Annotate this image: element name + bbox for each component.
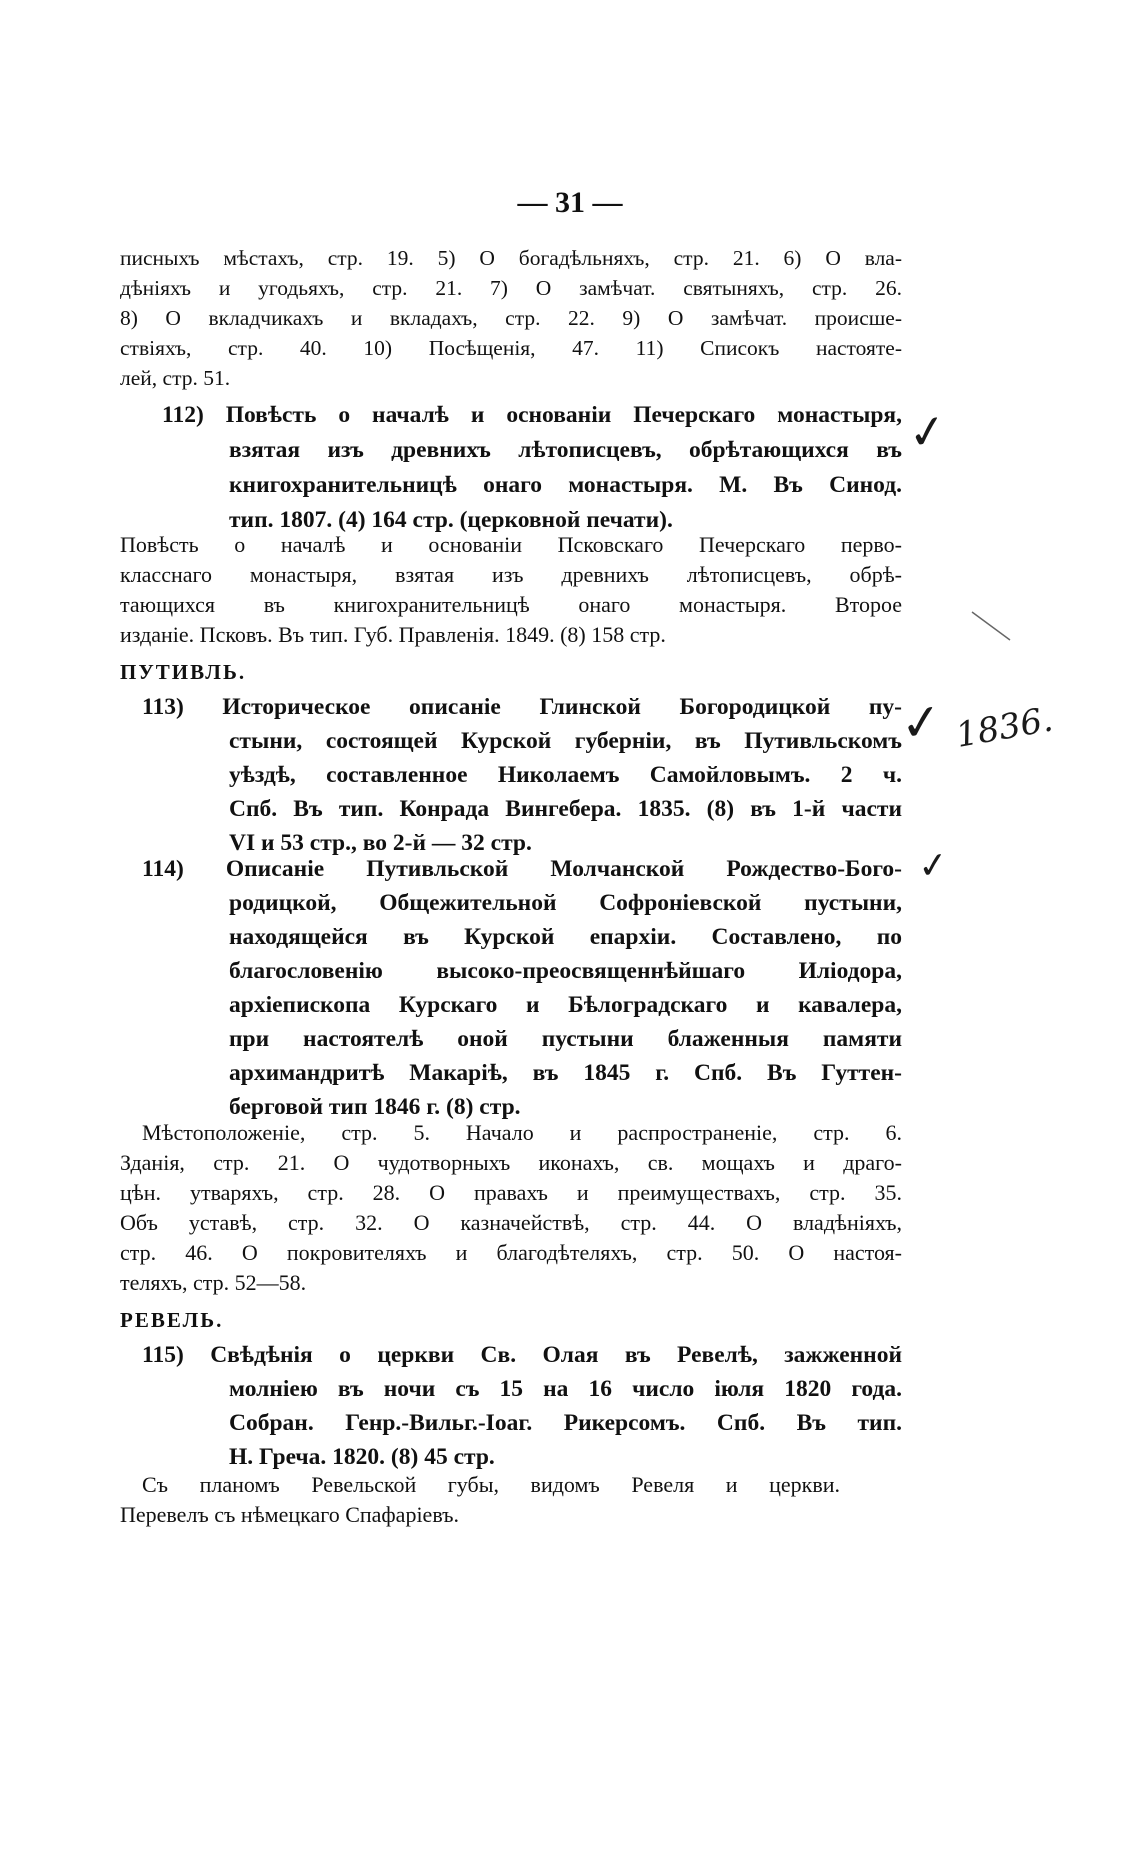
check-mark-112: ✓ [904,402,951,462]
text-line: стыни, состоящей Курской губерніи, въ Путивльскомъ [229,728,902,754]
text-line: Н. Греча. 1820. (8) 45 стр. [229,1444,495,1470]
entry-115-note [120,1470,840,1530]
text-line: 8) О вкладчикахъ и вкладахъ, стр. 22. 9) О замѣчат. происше- [120,306,902,330]
heading-revel: РЕВЕЛЬ. [120,1308,224,1332]
text-line: изданіе. Псковъ. Въ тип. Губ. Правленія. 1849. (8) 158 стр. [120,622,666,647]
text-line: взятая изъ древнихъ лѣтописцевъ, обрѣтающихся въ [229,437,902,463]
text-line: берговой тип 1846 г. (8) стр. [229,1094,521,1120]
text-line: Мѣстоположеніе, стр. 5. Начало и распространеніе, стр. 6. [142,1120,902,1145]
text-line: Спб. Въ тип. Конрада Вингебера. 1835. (8) въ 1-й части [229,796,902,822]
page-number: — 31 — [517,186,623,219]
entry-113 [120,690,902,860]
text-line: Собран. Генр.-Вильг.-Іоаг. Рикерсомъ. Спб. Въ тип. [229,1410,902,1436]
text-line: писныхъ мѣстахъ, стр. 19. 5) О богадѣльняхъ, стр. 21. 6) О вла- [120,246,902,270]
entry-title-line: 112) Повѣсть о началѣ и основаніи Печерскаго монастыря, [162,402,902,428]
text-line: архіепископа Курскаго и Бѣлоградскаго и кавалера, [229,992,902,1018]
entry-title-line: 114) Описаніе Путивльской Молчанской Рождество-Бого- [142,856,902,882]
text-line: цѣн. утваряхъ, стр. 28. О правахъ и преимуществахъ, стр. 35. [120,1180,902,1205]
text-line: Съ планомъ Ревельской губы, видомъ Ревеля и церкви. [142,1472,840,1497]
text-line: книгохранительницѣ онаго монастыря. М. Въ Синод. [229,472,902,498]
entry-title-line: 113) Историческое описаніе Глинской Богородицкой пу- [142,694,902,720]
text-line: дѣніяхъ и угодьяхъ, стр. 21. 7) О замѣчат. святыняхъ, стр. 26. [120,276,902,300]
text-line: VI и 53 стр., во 2-й — 32 стр. [229,830,532,856]
entry-112-note [120,530,902,650]
text-line: Зданія, стр. 21. О чудотворныхъ иконахъ, св. мощахъ и драго- [120,1150,902,1175]
text-line: Объ уставѣ, стр. 32. О казначействѣ, стр. 44. О владѣніяхъ, [120,1210,902,1235]
text-line: находящейся въ Курской епархіи. Составлено, по [229,924,902,950]
handwritten-year-note: 1836. [953,699,1056,756]
entry-112 [120,398,902,538]
entry-114 [120,852,902,1124]
text-line: при настоятелѣ оной пустыни блаженныя памяти [229,1026,902,1052]
text-line: тающихся въ книгохранительницѣ онаго монастыря. Второе [120,592,902,617]
check-mark-113: ✓ [897,691,946,754]
text-line: стр. 46. О покровителяхъ и благодѣтеляхъ, стр. 50. О настоя- [120,1240,902,1265]
text-line: Перевелъ съ нѣмецкаго Спафаріевъ. [120,1502,460,1527]
text-line: благословенію высоко-преосвященнѣйшаго Иліодора, [229,958,902,984]
text-line: родицкой, Общежительной Софроніевской пустыни, [229,890,902,916]
text-line: лей, стр. 51. [120,366,231,390]
entry-115 [120,1338,902,1474]
text-line: молніею въ ночи съ 15 на 16 число іюля 1820 года. [229,1376,902,1402]
text-line: ствіяхъ, стр. 40. 10) Посѣщенія, 47. 11) Списокъ настояте- [120,336,902,360]
margin-stroke [972,612,1010,640]
text-line: уѣздѣ, составленное Николаемъ Самойловымъ. 2 ч. [229,762,902,788]
text-line: теляхъ, стр. 52—58. [120,1270,307,1295]
text-line: архимандритѣ Макаріѣ, въ 1845 г. Спб. Въ Гуттен- [229,1060,902,1086]
text-line: Повѣсть о началѣ и основаніи Псковскаго Печерскаго перво- [120,532,902,557]
text-line: тип. 1807. (4) 164 стр. (церковной печати). [229,507,673,533]
entry-title-line: 115) Свѣдѣнія о церкви Св. Олая въ Ревелѣ, зажженной [142,1342,902,1368]
entry-114-contents [120,1118,902,1298]
check-mark-114: ✓ [916,844,951,889]
text-line: класснаго монастыря, взятая изъ древнихъ лѣтописцевъ, обрѣ- [120,562,902,587]
heading-putivl: ПУТИВЛЬ. [120,660,247,684]
pechersk-contents [120,243,902,393]
